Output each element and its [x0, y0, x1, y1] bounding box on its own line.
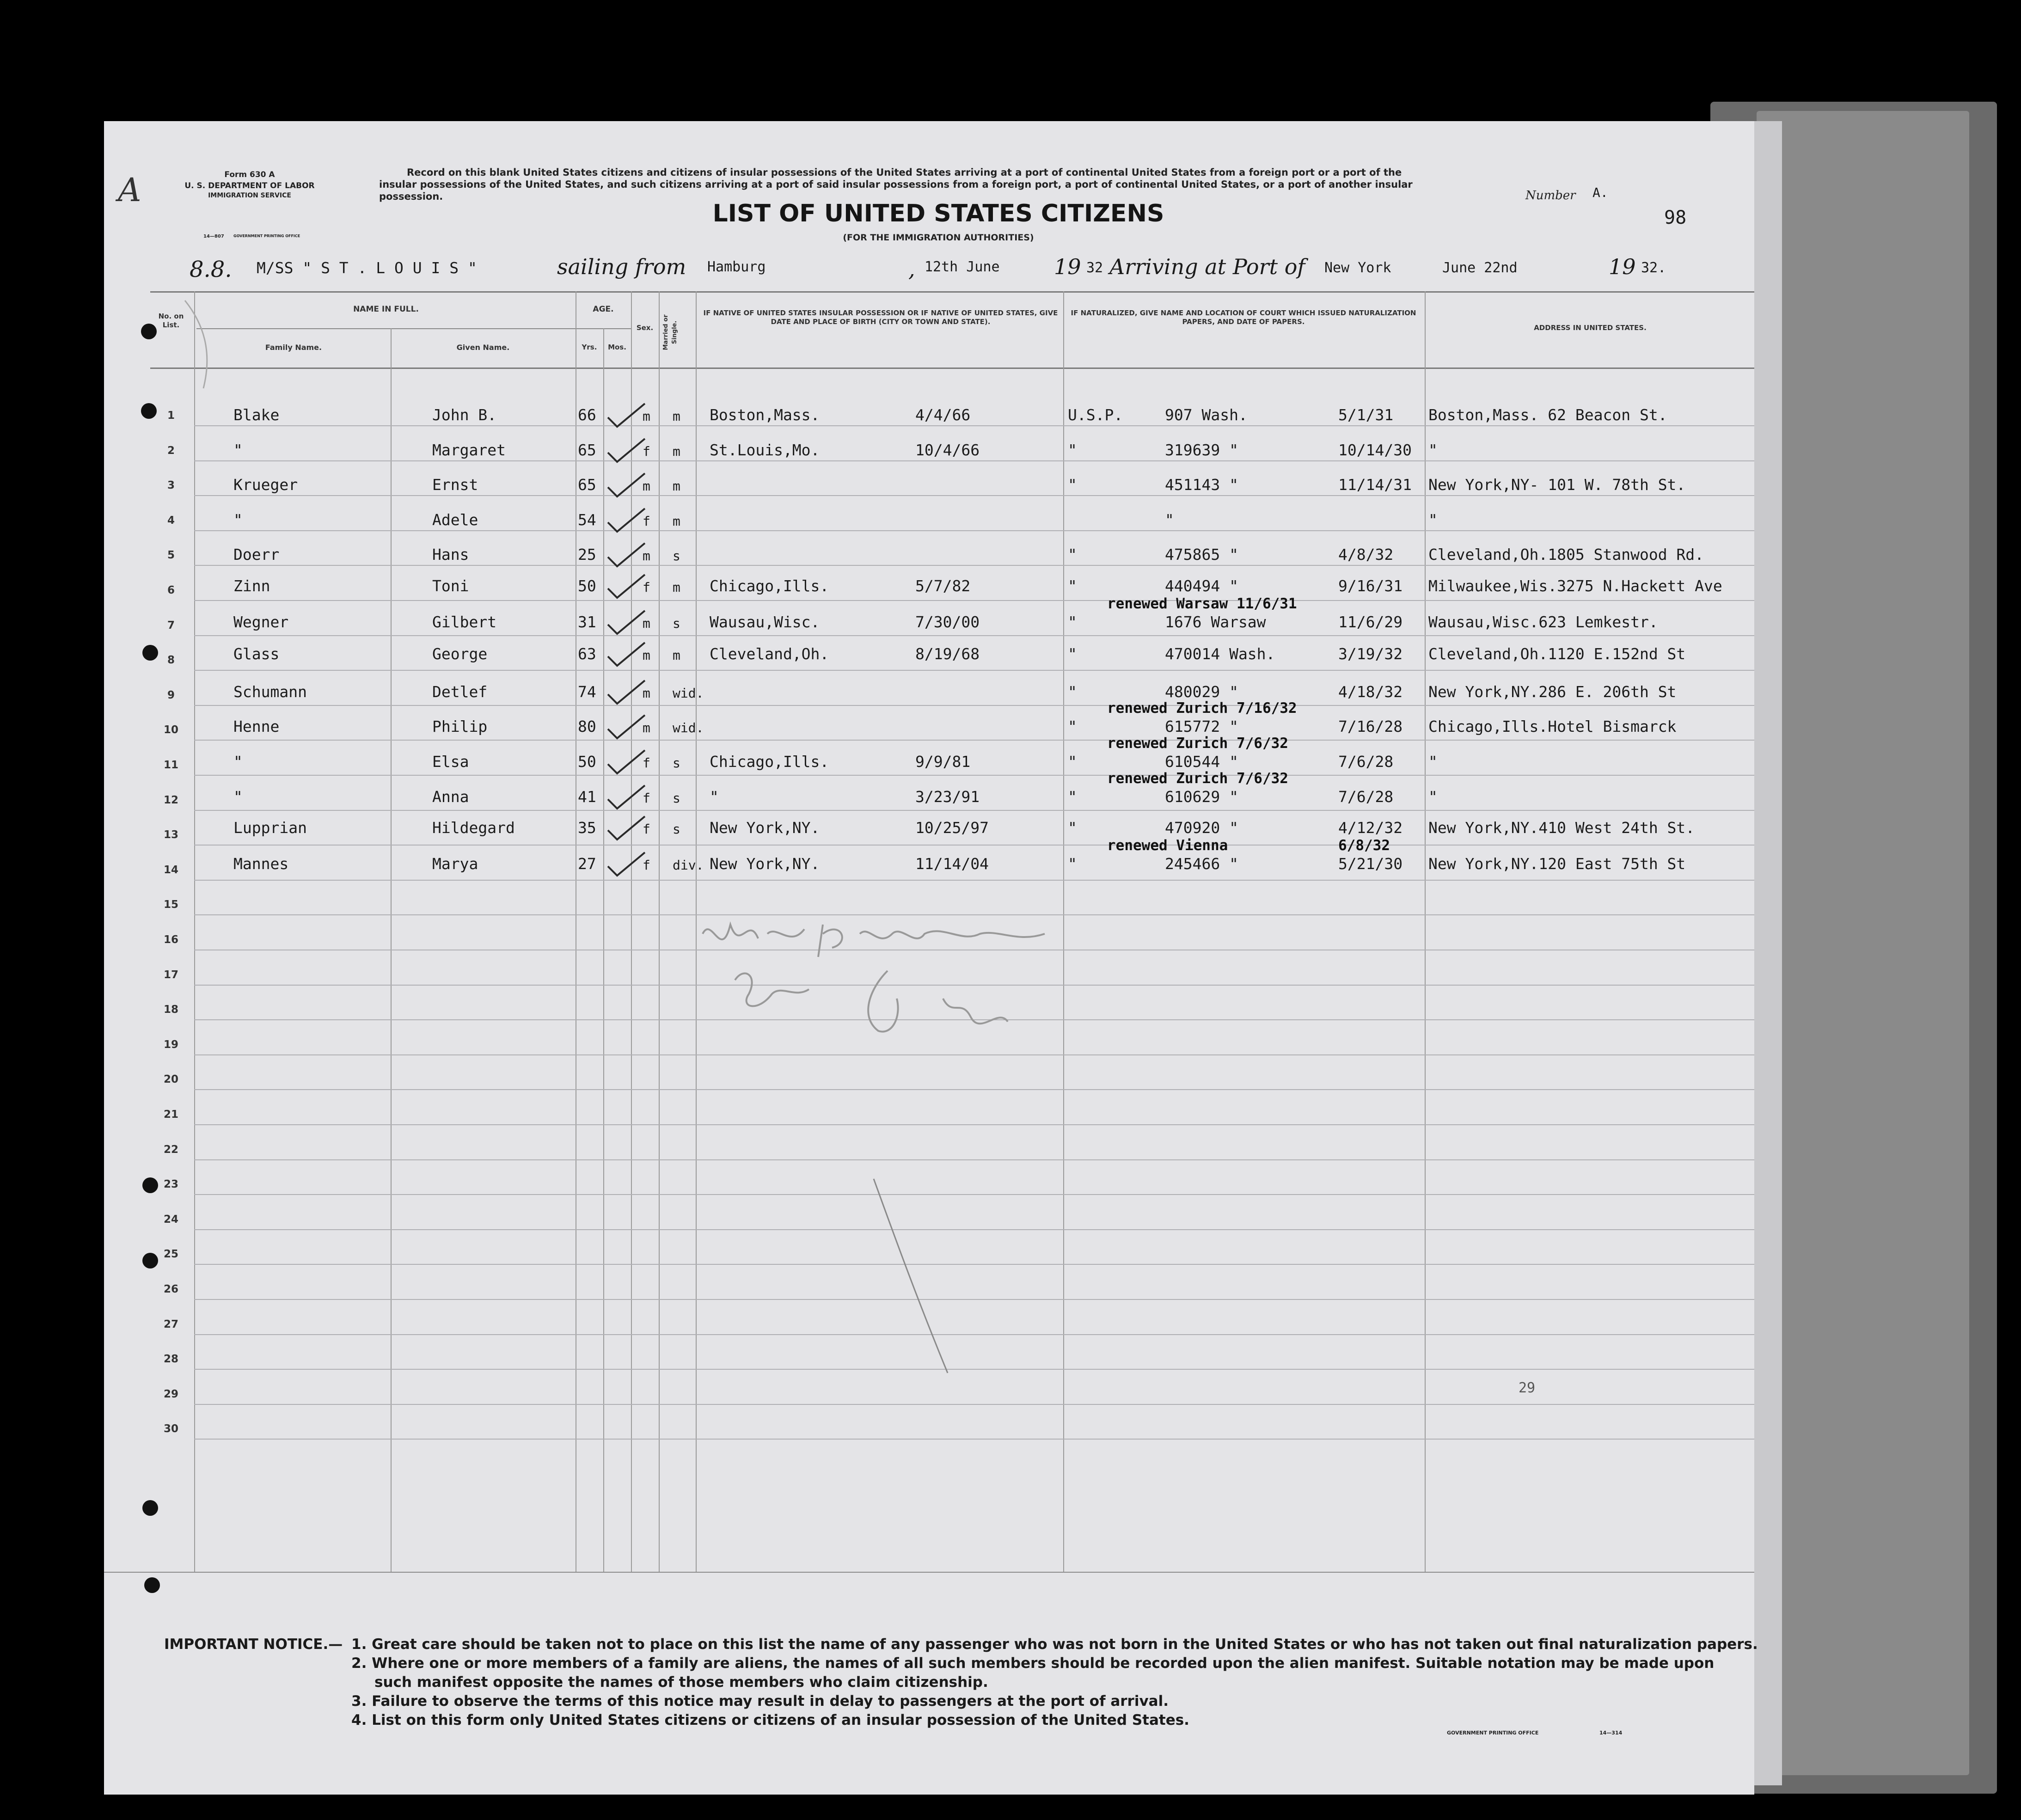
header-given-name: Given Name.	[456, 343, 510, 352]
marital-status: wid.	[673, 720, 704, 736]
certificate-number: 610629 "	[1165, 787, 1238, 806]
check-mark-icon	[606, 814, 647, 842]
binder-hole	[141, 403, 157, 419]
binder-hole	[142, 645, 158, 661]
marital-status: s	[673, 821, 680, 837]
check-mark-icon	[606, 783, 647, 811]
sex: f	[643, 513, 650, 529]
header-birth: IF NATIVE OF UNITED STATES INSULAR POSSESSION OR IF NATIVE OF UNITED STATES, GIVE DATE AND PLACE OF BIRTH (CITY OR TOWN AND STATE).	[703, 309, 1058, 326]
given-name: Gilbert	[432, 613, 497, 631]
birth-place: "	[710, 787, 719, 806]
given-name: Philip	[432, 717, 488, 736]
row-number: 7	[167, 619, 175, 631]
address: Cleveland,Oh.1120 E.152nd St	[1428, 645, 1686, 663]
given-name: Hans	[432, 545, 469, 564]
header-family-name: Family Name.	[265, 343, 322, 352]
row-number: 22	[163, 1143, 178, 1156]
court: "	[1068, 577, 1077, 595]
row-number: 26	[163, 1283, 178, 1295]
age-years: 35	[578, 819, 596, 837]
birth-place: Chicago,Ills.	[710, 577, 829, 595]
margin-scribble	[176, 296, 222, 398]
given-name: Ernst	[432, 476, 478, 494]
age-years: 65	[578, 476, 596, 494]
certificate-number: 610544 "	[1165, 753, 1238, 771]
row-rule	[194, 1334, 1754, 1335]
renewal-note: renewed Warsaw 11/6/31	[1107, 595, 1297, 612]
row-rule	[194, 530, 1754, 531]
sheet-right-margin	[1754, 121, 1782, 1785]
row-number: 14	[163, 864, 178, 876]
row-rule	[194, 1159, 1754, 1160]
marital-status: m	[673, 513, 680, 529]
row-rule	[194, 1299, 1754, 1300]
sex: m	[643, 720, 650, 736]
given-name: Toni	[432, 577, 469, 595]
given-name: George	[432, 645, 488, 663]
instruction-text: Record on this blank United States citizens and citizens of insular possessions of the United States arriving at a port of continental United States from a foreign port or a port of the insular possessions of the United States, and such citizens arriving at a port of said insular possessions from a foreign port, a port of continental United States, or a port of another insular possession.	[379, 167, 1413, 202]
naturalization-date: 4/8/32	[1338, 545, 1394, 564]
port-to: New York	[1324, 260, 1391, 276]
marital-status: s	[673, 790, 680, 806]
check-mark-icon	[606, 608, 647, 636]
row-rule	[194, 495, 1754, 496]
address: New York,NY.120 East 75th St	[1428, 854, 1686, 873]
age-years: 74	[578, 682, 596, 701]
row-rule	[194, 1194, 1754, 1195]
row-rule	[194, 1369, 1754, 1370]
family-name: Glass	[233, 645, 280, 663]
port-from: Hamburg	[707, 259, 766, 275]
row-number: 21	[163, 1109, 178, 1121]
check-mark-icon	[606, 471, 647, 499]
naturalization-date: 7/6/28	[1338, 787, 1394, 806]
family-name: "	[233, 510, 243, 529]
family-name: Blake	[233, 406, 280, 424]
given-name: Anna	[432, 787, 469, 806]
row-rule	[194, 1124, 1754, 1125]
sex: m	[643, 548, 650, 564]
binder-hole	[142, 1253, 158, 1268]
check-mark-icon	[606, 748, 647, 776]
court: "	[1068, 645, 1077, 663]
notice-item-4: 4. List on this form only United States citizens or citizens of an insular possession of the United States.	[351, 1712, 1189, 1728]
table-bottom-rule	[104, 1572, 1754, 1573]
age-years: 50	[578, 753, 596, 771]
address: "	[1428, 510, 1438, 529]
marital-status: wid.	[673, 685, 704, 701]
notice-item-1: 1. Great care should be taken not to place on this list the name of any passenger who was not born in the United States or who has not taken out final naturalization papers.	[351, 1636, 1758, 1653]
row-number: 6	[167, 584, 175, 596]
family-name: "	[233, 441, 243, 459]
age-years: 80	[578, 717, 596, 736]
date-to: June 22nd	[1442, 260, 1518, 276]
row-rule	[194, 845, 1754, 846]
print-code: 14—807	[203, 234, 224, 239]
binder-hole	[141, 324, 157, 339]
age-years: 54	[578, 510, 596, 529]
row-number: 9	[167, 689, 175, 701]
row-number: 1	[167, 410, 175, 422]
given-name: Elsa	[432, 753, 469, 771]
row-rule	[194, 1404, 1754, 1405]
sex: m	[643, 648, 650, 663]
check-mark-icon	[606, 401, 647, 429]
row-number: 5	[167, 549, 175, 562]
row-number: 8	[167, 654, 175, 667]
page-number: 98	[1664, 207, 1687, 228]
row-number: 4	[167, 514, 175, 527]
marital-status: m	[673, 478, 680, 494]
marital-status: m	[673, 580, 680, 595]
check-mark-icon	[606, 506, 647, 534]
age-years: 25	[578, 545, 596, 564]
certificate-number: 245466 "	[1165, 854, 1238, 873]
family-name: Doerr	[233, 545, 280, 564]
stray-pen-line	[869, 1174, 962, 1382]
check-mark-icon	[606, 678, 647, 706]
department-name: U. S. DEPARTMENT OF LABOR	[184, 181, 315, 190]
naturalization-date: 9/16/31	[1338, 577, 1403, 595]
binder-hole	[142, 1500, 158, 1516]
naturalization-date: 4/12/32	[1338, 819, 1403, 837]
family-name: "	[233, 787, 243, 806]
family-name: Mannes	[233, 854, 289, 873]
row-rule	[194, 670, 1754, 671]
row-number: 17	[163, 968, 178, 981]
age-years: 31	[578, 613, 596, 631]
court: "	[1068, 854, 1077, 873]
renewal-note: renewed Zurich 7/6/32	[1107, 770, 1288, 787]
address: New York,NY- 101 W. 78th St.	[1428, 476, 1686, 494]
certificate-number: 319639 "	[1165, 441, 1238, 459]
birth-date: 10/25/97	[915, 819, 989, 837]
sex: f	[643, 755, 650, 771]
row-rule	[194, 1054, 1754, 1055]
certificate-number: 440494 "	[1165, 577, 1238, 595]
corner-mark: A	[118, 171, 141, 209]
birth-date: 7/30/00	[915, 613, 980, 631]
row-number: 24	[163, 1213, 178, 1226]
naturalization-date: 4/18/32	[1338, 682, 1403, 701]
check-mark-icon	[606, 713, 647, 741]
family-name: Lupprian	[233, 819, 307, 837]
court: "	[1068, 682, 1077, 701]
row-number: 16	[163, 934, 178, 946]
birth-place: St.Louis,Mo.	[710, 441, 820, 459]
check-mark-icon	[606, 541, 647, 569]
birth-place: Boston,Mass.	[710, 406, 820, 424]
family-name: Krueger	[233, 476, 298, 494]
renewal-note: renewed Zurich 7/6/32	[1107, 735, 1288, 752]
row-rule	[194, 775, 1754, 776]
form-number: Form 630 A	[224, 170, 275, 179]
sex: f	[643, 443, 650, 459]
row-number: 13	[163, 829, 178, 841]
sailing-from-label: sailing from	[557, 254, 686, 279]
row-number: 25	[163, 1248, 178, 1261]
court: "	[1068, 819, 1077, 837]
check-mark-icon	[606, 436, 647, 464]
footer-print-office: GOVERNMENT PRINTING OFFICE	[1447, 1730, 1539, 1736]
row-number: 2	[167, 444, 175, 457]
naturalization-date: 5/1/31	[1338, 406, 1394, 424]
address: "	[1428, 787, 1438, 806]
row-number: 15	[163, 899, 178, 911]
court: "	[1068, 441, 1077, 459]
row-rule	[194, 600, 1754, 601]
family-name: Wegner	[233, 613, 289, 631]
year-prefix-to: 19	[1609, 254, 1636, 279]
header-age: AGE.	[593, 305, 614, 314]
sex: f	[643, 857, 650, 873]
age-years: 65	[578, 441, 596, 459]
certificate-number: 470920 "	[1165, 819, 1238, 837]
page-stack-edge-inner	[1757, 111, 1969, 1775]
row-rule	[194, 740, 1754, 741]
footer-print-code: 14—314	[1599, 1730, 1623, 1736]
address: Milwaukee,Wis.3275 N.Hackett Ave	[1428, 577, 1722, 595]
marital-status: s	[673, 548, 680, 564]
address: Chicago,Ills.Hotel Bismarck	[1428, 717, 1677, 736]
row-rule	[194, 1229, 1754, 1230]
print-office-small: GOVERNMENT PRINTING OFFICE	[233, 234, 300, 238]
notice-label: IMPORTANT NOTICE.—	[164, 1636, 343, 1653]
court: "	[1068, 613, 1077, 631]
family-name: Henne	[233, 717, 280, 736]
row-number: 29	[163, 1388, 178, 1400]
header-naturalized: IF NATURALIZED, GIVE NAME AND LOCATION OF COURT WHICH ISSUED NATURALIZATION PAPERS, AND DATE OF PAPERS.	[1071, 309, 1416, 326]
year-from: 32	[1086, 260, 1103, 276]
certificate-number: 475865 "	[1165, 545, 1238, 564]
arriving-label: Arriving at Port of	[1109, 254, 1305, 279]
family-name: "	[233, 753, 243, 771]
date-from: 12th June	[925, 259, 1000, 275]
header-yrs: Yrs.	[582, 343, 597, 351]
check-mark-icon	[606, 572, 647, 600]
family-name: Zinn	[233, 577, 270, 595]
marital-status: m	[673, 443, 680, 459]
row-rule	[194, 425, 1754, 426]
binder-hole	[144, 1577, 160, 1593]
number-value: A.	[1592, 185, 1608, 200]
sex: m	[643, 478, 650, 494]
naturalization-date: 10/14/30	[1338, 441, 1412, 459]
row-rule	[194, 565, 1754, 566]
row-number: 30	[163, 1423, 178, 1435]
row-rule	[194, 460, 1754, 461]
year-to: 32.	[1641, 260, 1666, 276]
row-rule	[194, 1264, 1754, 1265]
court: "	[1068, 787, 1077, 806]
page-subtitle: (FOR THE IMMIGRATION AUTHORITIES)	[843, 233, 1034, 243]
court: "	[1068, 753, 1077, 771]
header-sex: Sex.	[636, 324, 654, 332]
sex: f	[643, 821, 650, 837]
header-name-in-full: NAME IN FULL.	[353, 305, 419, 314]
age-years: 66	[578, 406, 596, 424]
certificate-number: 615772 "	[1165, 717, 1238, 736]
certificate-number: 1676 Warsaw	[1165, 613, 1266, 631]
naturalization-date: 7/6/28	[1338, 753, 1394, 771]
age-years: 50	[578, 577, 596, 595]
marital-status: m	[673, 648, 680, 663]
family-name: Schumann	[233, 682, 307, 701]
row-number: 18	[163, 1004, 178, 1016]
given-name: Margaret	[432, 441, 506, 459]
given-name: John B.	[432, 406, 497, 424]
row-number: 28	[163, 1353, 178, 1366]
certificate-number: 470014 Wash.	[1165, 645, 1275, 663]
row-rule	[194, 635, 1754, 636]
given-name: Marya	[432, 854, 478, 873]
year-prefix-from: 19	[1054, 254, 1081, 279]
header-address: ADDRESS IN UNITED STATES.	[1534, 324, 1647, 332]
birth-place: Chicago,Ills.	[710, 753, 829, 771]
birth-date: 9/9/81	[915, 753, 971, 771]
voyage-prefix: 8.8.	[190, 257, 232, 282]
birth-date: 4/4/66	[915, 406, 971, 424]
header-no-on-list: No. on List.	[158, 312, 184, 329]
row-number: 19	[163, 1038, 178, 1051]
row-number: 12	[163, 794, 178, 806]
birth-date: 11/14/04	[915, 854, 989, 873]
sex: f	[643, 790, 650, 806]
handwritten-annotation	[684, 906, 1082, 1054]
row-number: 23	[163, 1178, 178, 1191]
row-rule	[194, 1089, 1754, 1090]
row-number: 10	[163, 724, 178, 736]
certificate-number: 451143 "	[1165, 476, 1238, 494]
address: Wausau,Wisc.623 Lemkestr.	[1428, 613, 1658, 631]
renewal-note: renewed Zurich 7/16/32	[1107, 700, 1297, 717]
row-number: 11	[163, 759, 178, 771]
notice-item-3: 3. Failure to observe the terms of this notice may result in delay to passengers at the port of arrival.	[351, 1693, 1169, 1710]
address: New York,NY.410 West 24th St.	[1428, 819, 1695, 837]
binder-hole	[142, 1177, 158, 1193]
header-top-rule	[150, 291, 1754, 293]
given-name: Adele	[432, 510, 478, 529]
row-rule	[194, 1439, 1754, 1440]
birth-place: New York,NY.	[710, 854, 820, 873]
header-married: Married or Single.	[662, 314, 678, 350]
given-name: Detlef	[432, 682, 488, 701]
vessel-name: M/SS " S T . L O U I S "	[257, 259, 477, 277]
renewal-note-date: 6/8/32	[1338, 837, 1390, 854]
court: "	[1068, 717, 1077, 736]
page-title: LIST OF UNITED STATES CITIZENS	[712, 200, 1164, 227]
sex: f	[643, 580, 650, 595]
marital-status: s	[673, 755, 680, 771]
sex: m	[643, 685, 650, 701]
court: "	[1068, 476, 1077, 494]
age-years: 41	[578, 787, 596, 806]
address: Boston,Mass. 62 Beacon St.	[1428, 406, 1667, 424]
certificate-number: "	[1165, 510, 1174, 529]
age-years: 27	[578, 854, 596, 873]
birth-date: 10/4/66	[915, 441, 980, 459]
number-label: Number	[1525, 189, 1576, 202]
address: "	[1428, 753, 1438, 771]
marital-status: m	[673, 409, 680, 424]
sex: m	[643, 615, 650, 631]
notice-item-2: 2. Where one or more members of a family are aliens, the names of all such members should be recorded upon the alien manifest. Suitable notation may be made upon	[351, 1655, 1715, 1672]
naturalization-date: 11/6/29	[1338, 613, 1403, 631]
address: New York,NY.286 E. 206th St	[1428, 682, 1677, 701]
birth-date: 5/7/82	[915, 577, 971, 595]
check-mark-icon	[606, 640, 647, 668]
row-rule	[194, 705, 1754, 706]
birth-place: Wausau,Wisc.	[710, 613, 820, 631]
check-mark-icon	[606, 850, 647, 878]
header-mos: Mos.	[608, 343, 626, 351]
address: Cleveland,Oh.1805 Stanwood Rd.	[1428, 545, 1704, 564]
birth-place: New York,NY.	[710, 819, 820, 837]
court: "	[1068, 545, 1077, 564]
given-name: Hildegard	[432, 819, 515, 837]
certificate-number: 480029 "	[1165, 682, 1238, 701]
court: U.S.P.	[1068, 406, 1123, 424]
row-rule	[194, 810, 1754, 811]
stray-mark: 29	[1519, 1380, 1536, 1396]
row-rule	[194, 880, 1754, 881]
naturalization-date: 3/19/32	[1338, 645, 1403, 663]
age-years: 63	[578, 645, 596, 663]
address: "	[1428, 441, 1438, 459]
naturalization-date: 11/14/31	[1338, 476, 1412, 494]
row-number: 3	[167, 479, 175, 492]
notice-item-2-cont: such manifest opposite the names of those members who claim citizenship.	[374, 1674, 988, 1691]
marital-status: s	[673, 615, 680, 631]
birth-place: Cleveland,Oh.	[710, 645, 829, 663]
birth-date: 3/23/91	[915, 787, 980, 806]
row-number: 20	[163, 1073, 178, 1086]
sex: m	[643, 409, 650, 424]
row-number: 27	[163, 1318, 178, 1330]
naturalization-date: 7/16/28	[1338, 717, 1403, 736]
certificate-number: 907 Wash.	[1165, 406, 1248, 424]
marital-status: div.	[673, 857, 704, 873]
renewal-note: renewed Vienna	[1107, 837, 1228, 854]
service-name: IMMIGRATION SERVICE	[208, 192, 291, 199]
naturalization-date: 5/21/30	[1338, 854, 1403, 873]
birth-date: 8/19/68	[915, 645, 980, 663]
